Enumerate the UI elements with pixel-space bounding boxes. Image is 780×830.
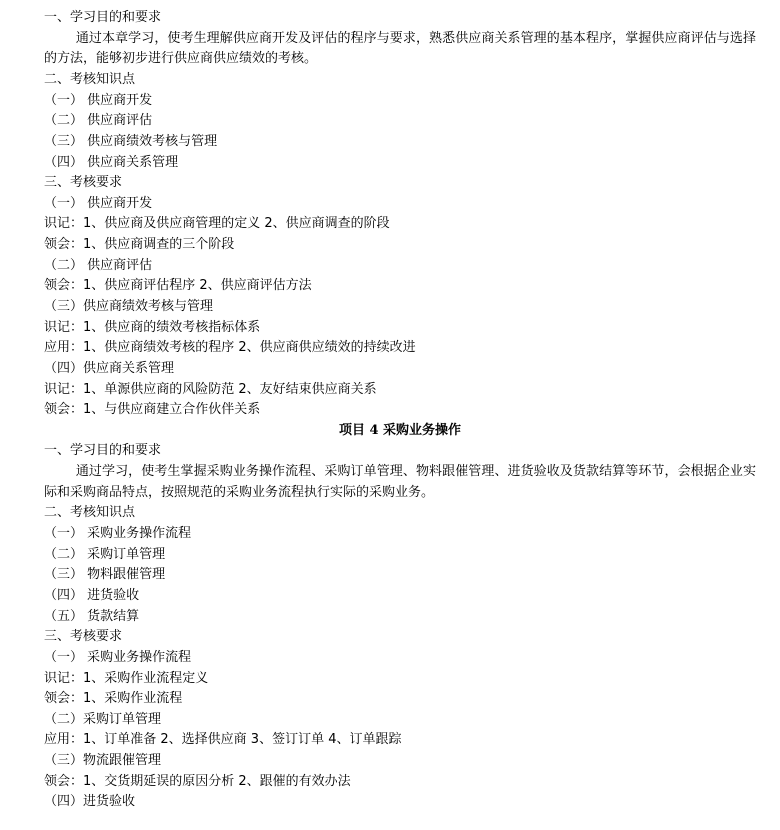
- list-item: （二） 供应商评估: [44, 257, 153, 273]
- list-item: （二） 供应商评估: [44, 113, 153, 129]
- list-item: （三）物流跟催管理: [44, 753, 162, 769]
- requirement-line: 识记：1、供应商及供应商管理的定义 2、供应商调查的阶段: [44, 216, 390, 232]
- list-item: （一） 采购业务操作流程: [44, 649, 192, 665]
- list-item: （四）进货验收: [44, 794, 136, 810]
- section-heading: 一、学习目的和要求: [44, 10, 162, 25]
- requirement-line: 识记：1、采购作业流程定义: [44, 670, 209, 686]
- list-item: （四）供应商关系管理: [44, 360, 175, 376]
- requirement-line: 识记：1、供应商的绩效考核指标体系: [44, 319, 261, 335]
- paragraph: 通过学习，使考生掌握采购业务操作流程、采购订单管理、物料跟催管理、进货验收及货款结算等环节，会根据企业实际和采购商品特点，按照规范的采购业务流程执行实际的采购业务。: [44, 464, 756, 500]
- list-item: （三） 物料跟催管理: [44, 567, 166, 583]
- list-item: （三）供应商绩效考核与管理: [44, 299, 214, 314]
- list-item: （四） 进货验收: [44, 588, 140, 603]
- requirement-line: 领会：1、与供应商建立合作伙伴关系: [44, 402, 261, 418]
- list-item: （三） 供应商绩效考核与管理: [44, 133, 218, 149]
- section-heading: 二、考核知识点: [44, 505, 136, 521]
- list-item: （一） 供应商开发: [44, 195, 153, 211]
- requirement-line: 识记：1、单源供应商的风险防范 2、友好结束供应商关系: [44, 381, 377, 397]
- paragraph: 通过本章学习，使考生理解供应商开发及评估的程序与要求，熟悉供应商关系管理的基本程序，掌握供应商评估与选择的方法，能够初步进行供应商供应绩效的考核。: [44, 30, 756, 67]
- requirement-line: 领会：1、供应商评估程序 2、供应商评估方法: [44, 278, 312, 294]
- requirement-line: 领会：1、供应商调查的三个阶段: [44, 237, 235, 253]
- list-item: （四） 供应商关系管理: [44, 154, 179, 170]
- list-item: （一） 采购业务操作流程: [44, 526, 192, 542]
- list-item: （二）采购订单管理: [44, 711, 162, 727]
- chapter-title: 项目 4 采购业务操作: [338, 422, 462, 438]
- document-body: [44, 8, 756, 813]
- list-item: （一） 供应商开发: [44, 92, 153, 108]
- section-heading: 三、考核要求: [44, 175, 123, 191]
- list-item: （二） 采购订单管理: [44, 546, 166, 562]
- requirement-line: 领会：1、采购作业流程: [44, 691, 183, 707]
- list-item: （五） 货款结算: [44, 608, 140, 624]
- requirement-line: 应用：1、供应商绩效考核的程序 2、供应商供应绩效的持续改进: [44, 340, 416, 356]
- section-heading: 二、考核知识点: [44, 71, 136, 87]
- section-heading: 一、学习目的和要求: [44, 443, 162, 459]
- requirement-line: 应用：1、订单准备 2、选择供应商 3、签订订单 4、订单跟踪: [44, 732, 402, 748]
- requirement-line: 领会：1、交货期延误的原因分析 2、跟催的有效办法: [44, 773, 351, 789]
- section-heading: 三、考核要求: [44, 629, 123, 645]
